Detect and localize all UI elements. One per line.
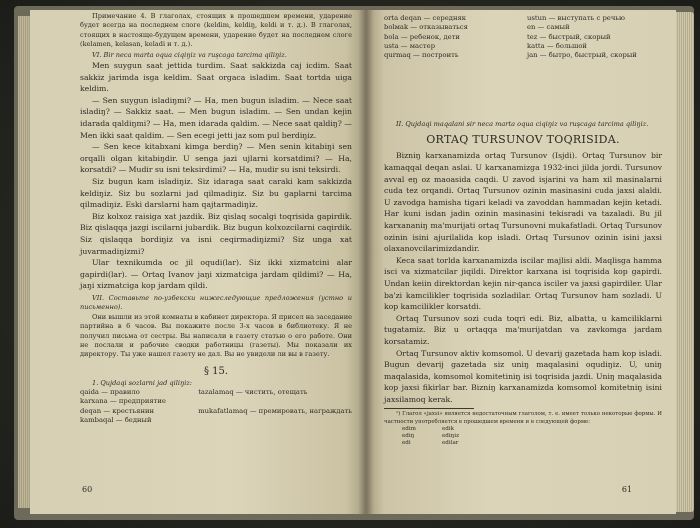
right-page — [366, 10, 676, 514]
left-page — [30, 10, 366, 514]
footnote: ¹) Глагол «jaxsi» является недостаточным глаголом, т. е. имеет только некоторые формы. И частности употребляется в прошедшем времени и в следующей форме: — [384, 411, 662, 425]
right-page-column — [384, 120, 662, 447]
vocab-entry: jan — бытро, быстрый, скорый — [527, 51, 637, 60]
article-paragraph: Bizniŋ karxanamizda ortaq Tursunov (Isjdi). Ortaq Tursunov bir kamaqqal deqan aslai. U karxanamizga 1932-inci jilda jordi. Tursunov avval eŋ oz maoasida caqdi. U zavod isjarini va ham xil masinalarni cuda tez orqandi. Ortaq Tursunov ozinin masinasini cuda jaxsi alaldi. U zavodga hamisha tigari keladi va zavoddan hammadan kejin ketadi. Har kuni isdan jadin ozinin masinasini tekisradi va tazaladi. Bu jil karxananiŋ ma'murijati ortaq Tursunovni mukafatladi. Ortaq Tursunov ozinin isini ajurilalida kop isladi. Ortaq Tursunov ozinin isini jaxsi olaxanovcilarimizdandir. — [384, 151, 662, 254]
open-book — [14, 6, 694, 520]
vocab-entry: qurmaq — построить — [384, 51, 459, 60]
article-paragraph: Ortaq Tursunov aktiv komsomol. U devarij gazetada ham kop isladi. Bugun devarij gazetada siz uniŋ maqalasini oqudiŋiz. U, uniŋ maqalasida, komsomol komitetiniŋ isi toqrisida jazdi. Uniŋ maqalasida kop jaxsi fikirlar bar. Bizniŋ karxanamizda komsomol komitetniŋ isini jaxsilamoq kerak. — [384, 348, 662, 404]
exercise-6-title: VI. Bir neca marta oqua ciqiŋiz va rus̨caga tarcima qiliŋiz. — [92, 50, 287, 59]
conjugation-form: edilar — [442, 440, 459, 447]
vocab-entry: mukafatlamaq — премировать, награждать — [198, 406, 352, 415]
exercise-6-paragraph: Biz kolxoz raisiga xat jazdik. Biz qislaq socalgi toqrisida gapirdik. Biz qislaqqa jazgi iscilarni jubardik. Biz bugun kolxozcilarni caqirdik. Siz qislaqqa bordiŋiz va isni ceqirmadiŋizmi? Siz unga xat juvarmadiŋizmi? — [80, 211, 352, 256]
vocab-entry — [198, 397, 352, 406]
intro-note: Примечание 4. В глаголах, стоящих в прошедшем времени, ударение будет всегда на последнем слоге (keldim, keldiŋ, keldi и т. д.). В глаголах, стоящих в настояще-будущем времени, ударение будет на последнем слоге (kelamen, kelasan, keladi и т. д.). — [80, 12, 352, 49]
exercise-6-paragraph: — Sen kece kitabxani kimga berdiŋ? — Men senin kitabiŋi sen orqalli olgan kitabiŋdir. U senga jazi ujlarni korsatdimi? — Ha, korsatdi? — Mudir su isni teksirdimi? — Ha, mudir su isni teksirdi. — [80, 142, 352, 175]
section-title: § 15. — [203, 365, 229, 377]
vocab-entry: bola — ребенок, дети — [384, 32, 460, 41]
vocab-entry: tez — быстрый, скорый — [527, 32, 611, 41]
vocab-entry: katta — большой — [527, 41, 587, 50]
left-page-number: 60 — [82, 485, 93, 494]
exercise-2-title: II. Qujdaqi maqalani sir neca marta oqua ciqiŋiz va rus̨caga tarcima qiliŋiz. — [396, 120, 649, 128]
vocab-entry: qaida — правило — [80, 388, 140, 397]
exercise-6-paragraph: — Sen suygun isladiŋmi? — Ha, men bugun isladim. — Nece saat isladiŋ? — Sakkiz saat. — Men bugun isladim. — Sen undan kejin idarada qaldiŋmi? — Ha, men idarada qaldim. — Nece saat qaldiŋ? — Men ikki saat qaldim. — Sen ecegi jetti jaz som pul berdiŋiz. — [80, 95, 352, 140]
conjugation-table — [402, 426, 662, 447]
vocab-entry: karxana — предприятие — [80, 397, 166, 406]
exercise-6-paragraph: Men suygun saat jettida turdim. Saat sakkizda caj icdim. Saat sakkiz jarimda isga keldim. Saat orgaca isladim. Saat tortda uiga keldim. — [80, 61, 352, 94]
exercise-7-text: Они вышли из этой комнаты в кабинет директора. Я присел на заседание партийна в 6 часов. Вы покажите после 3-х часов в библиотеку. Я не получил письма от сестры. Вы написали в газету статью о его работе. Они не послали и рабочие сводки работницы (газеты). Мы показали их директору. Ты уже нашел газету не дал. Вы не увидели ли вы в газету. — [80, 312, 352, 359]
exercise-7-title: VII. Составьте по-узбекски нижеследующие предложения (устно и письменно). — [80, 293, 352, 312]
conjugation-form: edi — [402, 440, 411, 447]
vocab-entry: kambaqal — бедный — [80, 416, 152, 425]
conjugation-form: ediŋ — [402, 433, 415, 440]
right-vocab-list — [384, 14, 662, 60]
vocab-list — [80, 388, 352, 425]
exercise-6-paragraph: Siz bugun kam isladiŋiz. Siz idaraga saat caraki kam sakkizda keldiŋiz. Siz bu sozlarni jad qilmadiŋiz. Siz bu gaplarni tarcima qilmadiŋiz. Eski darslarni ham qajtarmadiŋiz. — [80, 176, 352, 210]
vocab-entry: usta — мастер — [384, 41, 436, 50]
exercise-6-paragraph: Ular texnikumda oc jil oqudi(lar). Siz ikki xizmatcini alar gapirdi(lar). — Ortaq Ivanov jaŋi xizmatciga jardam qildimi? — Ha, jaŋi xizmatciga kop jardam qildi. — [80, 258, 352, 291]
vocab-entry: ustun — выступать с речью — [527, 14, 625, 22]
vocab-instruction: 1. Qujdaqi sozlarni jad qiliŋiz: — [92, 378, 193, 387]
vocab-entry: en — самый — [527, 23, 570, 32]
footnote-rule — [384, 408, 474, 409]
vocab-entry — [198, 416, 352, 425]
conjugation-form: edim — [402, 426, 416, 433]
conjugation-form: edik — [442, 426, 455, 433]
article-paragraph: Keca saat torlda karxanamizda iscilar majlisi aldi. Maqlisga hamma isci va xizmatcilar jiqildi. Direktor karxana isi toqrisida kop gapirdi. Undan keiin direktordan kejin nir-qanca isciler va jaxsi gapirdiler. Ular ba'zi kamcilikler toqrisida sozladilar. Ortaq Tursunov ham sozladi. U kop kamcilikler korsatdi. — [384, 255, 662, 312]
vocab-entry: tazalamaq — чистить, отещать — [198, 388, 308, 397]
left-page-column — [80, 12, 352, 425]
vocab-entry: deqan — крестьянин — [80, 406, 155, 415]
conjugation-form: ediŋiz — [442, 433, 460, 440]
article-paragraph: Ortaq Tursunov sozi cuda toqri edi. Biz, albatta, u kamciliklarni tugatamiz. Biz u ortaqqa ma'murijatdan va zavkomga jardam korsatamiz. — [384, 313, 662, 346]
right-page-number: 61 — [621, 485, 632, 494]
article-title: ORTAQ TURSUNOV TOQRISIDA. — [426, 133, 620, 147]
vocab-entry: orta deqan — середняк — [384, 14, 467, 22]
vocab-entry: bolмak — отказываться — [384, 23, 468, 32]
